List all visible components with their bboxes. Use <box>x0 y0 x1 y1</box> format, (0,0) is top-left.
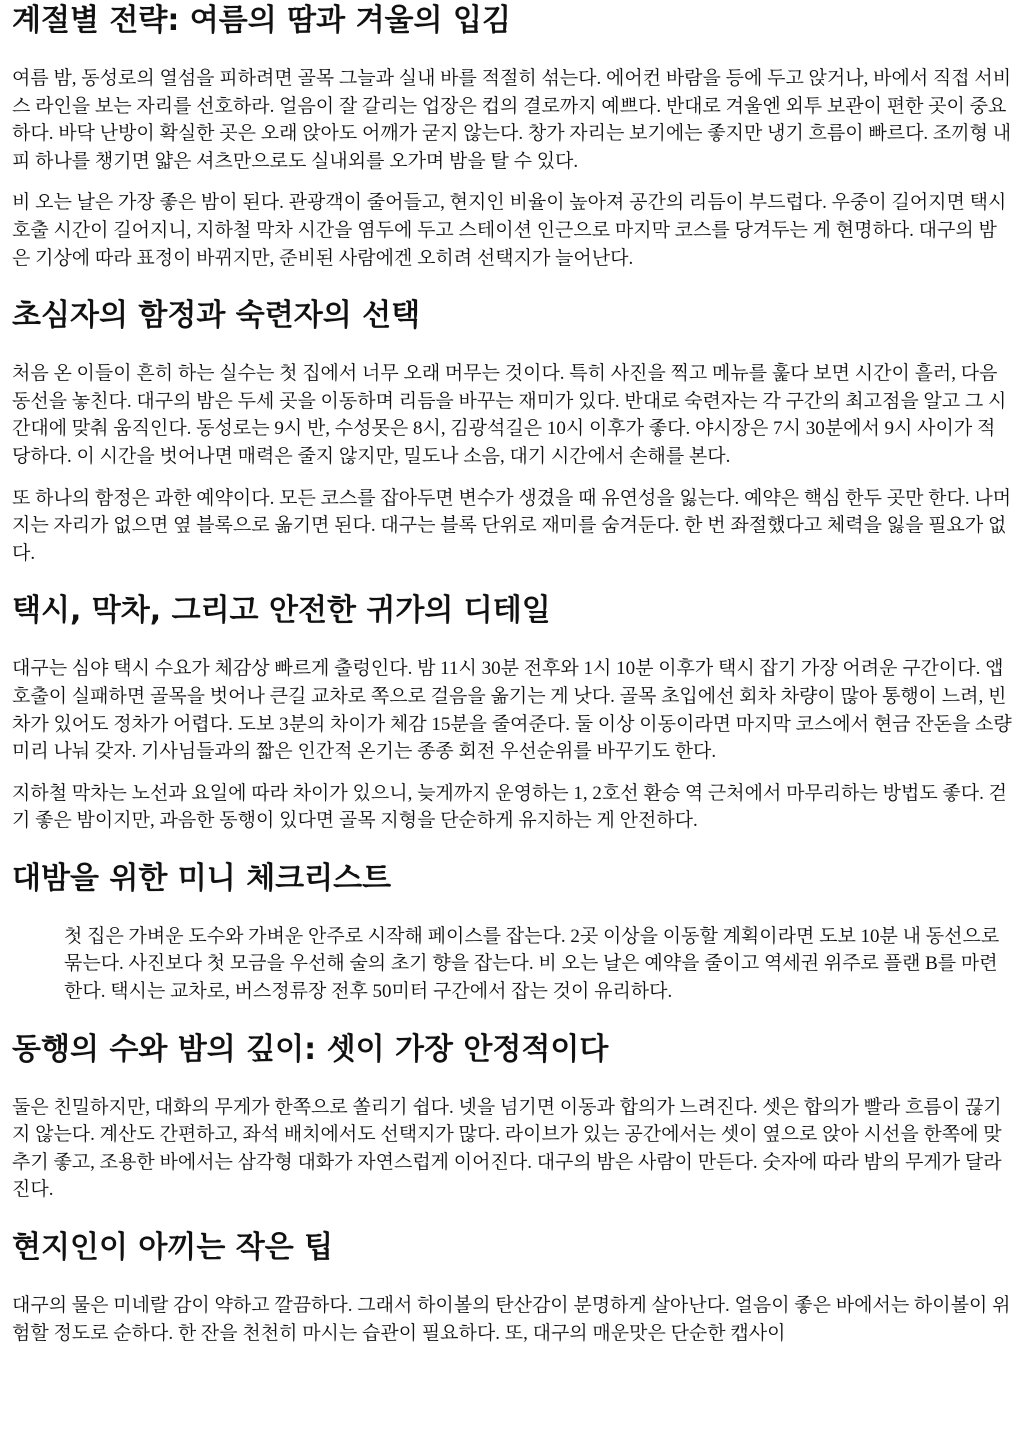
section-heading-seasonal-strategy: 계절별 전략: 여름의 땀과 겨울의 입김 <box>12 3 511 38</box>
paragraph-taxi-demand: 대구는 심야 택시 수요가 체감상 빠르게 출렁인다. 밤 11시 30분 전후와 1시 10분 이후가 택시 잡기 가장 어려운 구간이다. 앱 호출이 실패하면 골목을 벗어나 큰길 교차로 쪽으로 걸음을 옮기는 게 낫다. 골목 초입에선 회차 차량이 많아 통행이 느려, 빈 차가 있어도 정차가 어렵다. 도보 3분의 차이가 체감 15분을 줄여준다. 둘 이상 이동이라면 마지막 코스에서 현금 잔돈을 소량 미리 나눠 갖자. 기사님들과의 짧은 인간적 온기는 종종 회전 우선순위를 바꾸기도 한다. <box>12 658 1012 763</box>
section-heading-checklist: 대밤을 위한 미니 체크리스트 <box>12 860 392 896</box>
section-heading-group-size: 동행의 수와 밤의 깊이: 셋이 가장 안정적이다 <box>12 1031 609 1067</box>
paragraph-over-reservation: 또 하나의 함정은 과한 예약이다. 모든 코스를 잡아두면 변수가 생겼을 때 유연성을 잃는다. 예약은 핵심 한두 곳만 한다. 나머지는 자리가 없으면 옆 블록으로 옮기면 된다. 대구는 블록 단위로 재미를 숨겨둔다. 한 번 좌절했다고 체력을 잃을 필요가 없다. <box>12 487 1012 564</box>
paragraph-first-stop-mistake: 처음 온 이들이 흔히 하는 실수는 첫 집에서 너무 오래 머무는 것이다. 특히 사진을 찍고 메뉴를 훑다 보면 시간이 흘러, 다음 동선을 놓친다. 대구의 밤은 두세 곳을 이동하며 리듬을 바꾸는 재미가 있다. 반대로 숙련자는 각 구간의 최고점을 알고 그 시간대에 맞춰 움직인다. 동성로는 9시 반, 수성못은 8시, 김광석길은 10시 이후가 좋다. 야시장은 7시 30분에서 9시 사이가 적당하다. 이 시간을 벗어나면 매력은 줄지 않지만, 밀도나 소음, 대기 시간에서 손해를 본다. <box>12 363 1007 467</box>
checklist-text: 첫 집은 가벼운 도수와 가벼운 안주로 시작해 페이스를 잡는다. 2곳 이상을 이동할 계획이라면 도보 10분 내 동선으로 묶는다. 사진보다 첫 모금을 우선해 술의 초기 향을 잡는다. 비 오는 날은 예약을 줄이고 역세권 위주로 플랜 B를 마련한다. 택시는 교차로, 버스정류장 전후 50미터 구간에서 잡는 것이 유리하다. <box>64 925 1000 1003</box>
section-heading-taxi-safety: 택시, 막차, 그리고 안전한 귀가의 디테일 <box>12 593 551 629</box>
checklist-blockquote <box>64 923 1012 1006</box>
paragraph-group-of-three: 둘은 친밀하지만, 대화의 무게가 한쪽으로 쏠리기 쉽다. 넷을 넘기면 이동과 합의가 느려진다. 셋은 합의가 빨라 흐름이 끊기지 않는다. 계산도 간편하고, 좌석 배치에서도 선택지가 많다. 라이브가 있는 공간에서는 셋이 옆으로 앉아 시선을 한쪽에 맞추기 좋고, 조용한 바에서는 삼각형 대화가 자연스럽게 이어진다. 대구의 밤은 사람이 만든다. 숫자에 따라 밤의 무게가 달라진다. <box>12 1096 1002 1201</box>
paragraph-summer-winter: 여름 밤, 동성로의 열섬을 피하려면 골목 그늘과 실내 바를 적절히 섞는다. 에어컨 바람을 등에 두고 앉거나, 바에서 직접 서비스 라인을 보는 자리를 선호하라. 얼음이 잘 갈리는 업장은 컵의 결로까지 예쁘다. 반대로 겨울엔 외투 보관이 편한 곳이 중요하다. 바닥 난방이 확실한 곳은 오래 앉아도 어깨가 굳지 않는다. 창가 자리는 보기에는 좋지만 냉기 흐름이 빠르다. 조끼형 내피 하나를 챙기면 얇은 셔츠만으로도 실내외를 오가며 밤을 탈 수 있다. <box>12 68 1012 172</box>
paragraph-rainy-days: 비 오는 날은 가장 좋은 밤이 된다. 관광객이 줄어들고, 현지인 비율이 높아져 공간의 리듬이 부드럽다. 우중이 길어지면 택시 호출 시간이 길어지니, 지하철 막차 시간을 염두에 두고 스테이션 인근으로 마지막 코스를 당겨두는 게 현명하다. 대구의 밤은 기상에 따라 표정이 바뀌지만, 준비된 사람에겐 오히려 선택지가 늘어난다. <box>12 192 1007 269</box>
section-heading-beginner-traps: 초심자의 함정과 숙련자의 선택 <box>12 298 421 334</box>
article <box>12 0 1012 1347</box>
paragraph-last-subway: 지하철 막차는 노선과 요일에 따라 차이가 있으니, 늦게까지 운영하는 1, 2호선 환승 역 근처에서 마무리하는 방법도 좋다. 걷기 좋은 밤이지만, 과음한 동행이 있다면 골목 지형을 단순하게 유지하는 게 안전하다. <box>12 782 1007 832</box>
paragraph-daegu-water: 대구의 물은 미네랄 감이 약하고 깔끔하다. 그래서 하이볼의 탄산감이 분명하게 살아난다. 얼음이 좋은 바에서는 하이볼이 위험할 정도로 순하다. 한 잔을 천천히 마시는 습관이 필요하다. 또, 대구의 매운맛은 단순한 캡사이 <box>12 1295 1011 1344</box>
section-heading-local-tips: 현지인이 아끼는 작은 팁 <box>12 1230 334 1266</box>
